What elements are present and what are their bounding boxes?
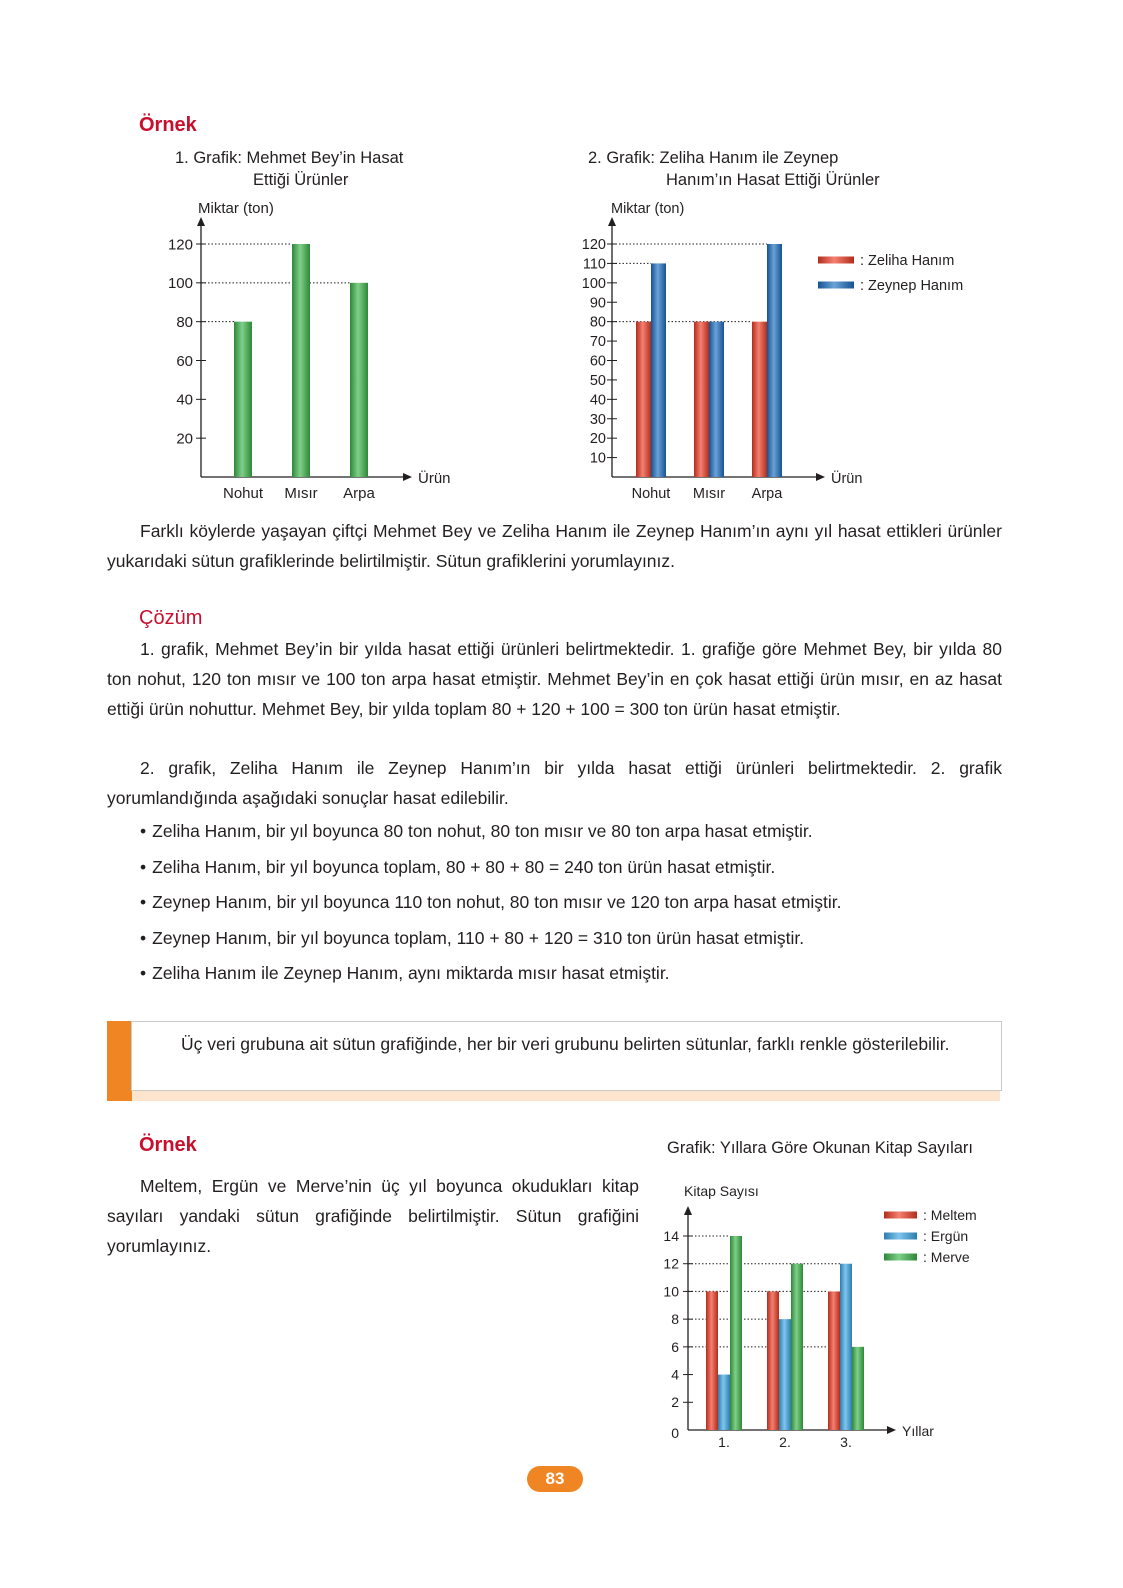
x-category-label: Mısır [692, 486, 726, 502]
solution-paragraph-1: 1. grafik, Mehmet Bey’in bir yılda hasat ettiği ürünleri belirtmektedir. 1. grafiğe göre Mehmet Bey, bir yılda 80 ton nohut, 120 ton mısır ve 100 ton arpa hasat etmiştir. Mehmet Bey’in en çok hasat ettiği ürün mısır, en az hasat ettiği ürün nohuttur. Mehmet Bey, bir yılda toplam 80 + 120 + 100 = 300 ton ürün hasat etmiştir. [107, 639, 1002, 719]
x-category-label: Arpa [751, 486, 783, 502]
solution-paragraph-2: 2. grafik, Zeliha Hanım ile Zeynep Hanım’ın bir yılda hasat ettiği ürünleri belirtmektedir. 2. grafik yorumlandığında aşağıdaki sonuçlar hasat edilebilir. [107, 758, 1002, 808]
bar-ergün [840, 1264, 852, 1430]
y-tick-label: 120 [581, 237, 606, 254]
chart3-title: Grafik: Yıllara Göre Okunan Kitap Sayıları [667, 1139, 973, 1157]
bullet-item: • Zeliha Hanım ile Zeynep Hanım, aynı miktarda mısır hasat etmiştir. [140, 956, 842, 992]
bar-ergün [779, 1319, 791, 1430]
y-tick-label: 70 [589, 334, 606, 351]
y-tick-label: 20 [589, 431, 606, 448]
graph2-title-line1: 2. Grafik: Zeliha Hanım ile Zeynep [588, 149, 839, 167]
y-tick-label: 80 [176, 313, 193, 331]
bullet-item: • Zeynep Hanım, bir yıl boyunca 110 ton nohut, 80 ton mısır ve 120 ton arpa hasat etmiştir. [140, 885, 842, 921]
graph2-title-line2: Hanım’ın Hasat Ettiği Ürünler [666, 171, 880, 189]
y-axis-label: Kitap Sayısı [684, 1183, 759, 1199]
legend-swatch [818, 282, 854, 289]
bar-mehmet-bey [350, 283, 368, 477]
bar-mehmet-bey [292, 244, 310, 477]
bar-meltem [767, 1291, 779, 1430]
y-tick-label: 20 [176, 430, 193, 448]
graph1-title-line1: 1. Grafik: Mehmet Bey’in Hasat [175, 149, 404, 167]
bar-merve [730, 1236, 742, 1430]
bar-meltem [706, 1291, 718, 1430]
x-category-label: 3. [840, 1434, 852, 1450]
y-axis-arrow [608, 217, 616, 226]
y-tick-label: 2 [671, 1394, 679, 1411]
x-axis-arrow [403, 473, 412, 481]
y-tick-label: 110 [582, 256, 606, 273]
bullet-item: • Zeynep Hanım, bir yıl boyunca toplam, 110 + 80 + 120 = 310 ton ürün hasat etmiştir. [140, 921, 842, 957]
legend-swatch [818, 257, 854, 264]
harvest-chart-zeliha-zeynep [560, 195, 1000, 510]
graph1-title-line2: Ettiği Ürünler [253, 171, 349, 189]
y-tick-label: 10 [663, 1283, 679, 1300]
y-tick-label: 12 [663, 1255, 679, 1272]
legend-label: : Ergün [923, 1227, 969, 1244]
y-tick-label: 40 [589, 392, 606, 409]
example1-paragraph: Farklı köylerde yaşayan çiftçi Mehmet Bey ve Zeliha Hanım ile Zeynep Hanım’ın aynı yıl hasat ettikleri ürünler yukarıdaki sütun grafiklerinde belirtilmiştir. Sütun grafiklerini yorumlayınız. [107, 521, 1002, 571]
note-text: Üç veri grubuna ait sütun grafiğinde, her bir veri grubunu belirten sütunlar, farklı renkle gösterilebilir. [181, 1034, 950, 1054]
bar-mehmet-bey [234, 322, 252, 477]
x-category-label: 1. [718, 1434, 730, 1450]
legend-swatch [884, 1212, 917, 1219]
x-category-label: Mısır [284, 485, 318, 502]
y-tick-label: 50 [589, 372, 606, 389]
x-axis-arrow [887, 1426, 896, 1434]
solution-bullet-list [140, 814, 842, 992]
bar-zeynep-hanım [651, 263, 666, 477]
y-axis-label: Miktar (ton) [611, 201, 685, 217]
solution-heading: Çözüm [139, 607, 203, 629]
bar-zeliha-hanım [752, 322, 767, 477]
y-tick-label: 120 [167, 236, 193, 254]
bar-zeynep-hanım [709, 322, 724, 477]
bar-meltem [828, 1291, 840, 1430]
legend-swatch [884, 1233, 917, 1240]
y-tick-label: 40 [176, 391, 193, 409]
x-category-label: Arpa [343, 485, 375, 502]
y-tick-label: 14 [663, 1227, 679, 1244]
y-axis-arrow [684, 1206, 692, 1215]
x-axis-label: Ürün [831, 471, 863, 487]
bar-merve [852, 1347, 864, 1430]
legend-label: : Zeynep Hanım [860, 278, 964, 295]
x-category-label: 2. [779, 1434, 791, 1450]
y-tick-label: 100 [581, 275, 606, 292]
legend-label: : Meltem [923, 1206, 977, 1223]
legend-label: : Merve [923, 1248, 970, 1265]
legend-swatch [884, 1254, 917, 1261]
x-axis-arrow [816, 473, 825, 481]
y-tick-label: 90 [589, 295, 606, 312]
x-category-label: Nohut [222, 485, 264, 502]
bar-merve [791, 1264, 803, 1430]
y-tick-label: 4 [671, 1366, 679, 1383]
y-tick-label: 60 [176, 352, 193, 370]
bar-zeynep-hanım [767, 244, 782, 477]
legend-label: : Zeliha Hanım [860, 253, 955, 270]
y-tick-label: 10 [589, 450, 606, 467]
y-axis-label: Miktar (ton) [198, 200, 274, 217]
x-category-label: Nohut [631, 486, 671, 502]
bar-zeliha-hanım [694, 322, 709, 477]
y-tick-label: 8 [671, 1311, 679, 1328]
y-tick-label: 30 [589, 411, 606, 428]
books-read-chart [640, 1172, 1010, 1457]
y-tick-label: 6 [671, 1338, 679, 1355]
x-axis-label: Ürün [418, 470, 451, 487]
note-accent-bar [107, 1021, 132, 1101]
harvest-chart-mehmet [150, 195, 470, 510]
bar-ergün [718, 1375, 730, 1430]
page-number: 83 [527, 1466, 583, 1492]
example2-paragraph: Meltem, Ergün ve Merve’nin üç yıl boyunca okudukları kitap sayıları yandaki sütun grafiğinde belirtilmiştir. Sütun grafiğini yorumlayınız. [107, 1176, 639, 1256]
y-tick-label: 80 [589, 314, 606, 331]
x-axis-label: Yıllar [902, 1423, 934, 1439]
y-axis-arrow [197, 217, 205, 226]
y-tick-label: 0 [671, 1424, 679, 1441]
note-box [131, 1021, 1002, 1091]
bar-zeliha-hanım [636, 322, 651, 477]
bullet-item: • Zeliha Hanım, bir yıl boyunca toplam, 80 + 80 + 80 = 240 ton ürün hasat etmiştir. [140, 850, 842, 886]
example1-heading: Örnek [139, 114, 197, 136]
y-tick-label: 100 [167, 275, 193, 293]
example2-heading: Örnek [139, 1134, 197, 1156]
y-tick-label: 60 [589, 353, 606, 370]
bullet-item: • Zeliha Hanım, bir yıl boyunca 80 ton nohut, 80 ton mısır ve 80 ton arpa hasat etmiştir. [140, 814, 842, 850]
